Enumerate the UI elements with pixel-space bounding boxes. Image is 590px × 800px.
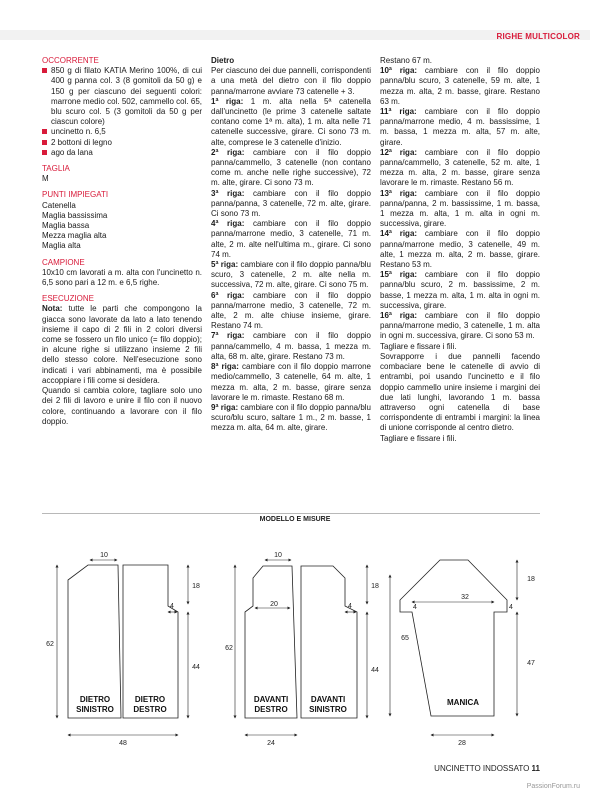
row-label: 12ª riga:: [380, 147, 418, 157]
dietro-height-right: 44: [192, 664, 200, 671]
taglia-heading: TAGLIA: [42, 164, 70, 174]
row-label: 14ª riga:: [380, 229, 418, 239]
manica-width-measure: 28: [458, 740, 466, 747]
label-davanti-sinistro-2: SINISTRO: [309, 705, 347, 714]
row-text: cambiare con il filo doppio panna/marrone medio, 3 catenelle, 49 m. alte, 1 mezza m. alta, 2 m. basse, girare. Restano 53 m.: [380, 229, 540, 270]
row-instruction: [380, 229, 540, 270]
dietro-intro: Per ciascuno dei due pannelli, corrispondenti a una metà del dietro con il filo doppio panna/marrone avviare 73 catenelle + 3.: [211, 66, 371, 96]
row-instruction: [211, 189, 371, 220]
row-instruction: [380, 189, 540, 230]
campione-heading: CAMPIONE: [42, 257, 85, 267]
davanti-mid-measure: 20: [270, 601, 278, 608]
row-instruction: [211, 362, 371, 403]
row-instruction: [380, 270, 540, 311]
occorrente-heading: OCCORRENTE: [42, 56, 99, 65]
stitch-item: Catenella: [42, 200, 76, 210]
row-instruction: [211, 219, 371, 260]
row-label: 8ª riga:: [211, 362, 239, 372]
dietro-armhole-measure: 4: [170, 603, 174, 610]
row-text: cambiare con il filo doppio panna/panna, 2 m. bassissime, 1 m. bassa, 1 mezza m. alta, 1 m. alta in ogni m. successiva, girare.: [380, 188, 540, 229]
list-item: 2 bottoni di legno: [42, 138, 202, 148]
stitch-item: Maglia alta: [42, 241, 81, 251]
row-label: 16ª riga:: [380, 311, 418, 321]
campione-text: 10x10 cm lavorati a m. alta con l'uncinetto n. 6,5 sono pari a 12 m. e 6,5 righe.: [42, 267, 202, 288]
tagliare-text-2: Tagliare e fissare i fili.: [380, 433, 457, 443]
stitch-item: Mezza maglia alta: [42, 231, 107, 241]
label-dietro-destro-2: DESTRO: [133, 705, 167, 714]
row-instruction: [380, 66, 540, 107]
dietro-width-measure: 48: [119, 740, 127, 747]
manica-shape: [400, 560, 507, 716]
tagliare-text: Tagliare e fissare i fili.: [380, 341, 457, 351]
row-text: cambiare con il filo doppio panna/marrone medio, 3 catenelle, 71 m. alte, 2 m. alte nell'ultima m., girare. Ci sono 74 m.: [211, 219, 372, 259]
row-label: 13ª riga:: [380, 188, 418, 198]
davanti-height-left: 62: [225, 645, 233, 652]
row-label: 3ª riga:: [211, 188, 245, 198]
davanti-side-measure: 18: [371, 583, 379, 590]
row-text: cambiare con il filo doppio panna/marrone medio, 3 catenelle, 72 m. alte, 2 m. alte chiuse insieme, girare. Restano 74 m.: [211, 290, 372, 331]
row-instruction: [380, 148, 540, 189]
manica-side-measure: 18: [527, 576, 535, 583]
nota-paragraph: [42, 304, 202, 386]
list-item: 850 g di filato KATIA Merino 100%, di cui 400 g panna col. 3 (8 gomitoli da 50 g) e 150 g per ciascuno dei seguenti colori: marrone medio col. 502, cammello col. 65, blu scuro col. 5 (3 gomitoli da 50 g per ciascun colore): [42, 66, 202, 127]
row-text: cambiare con il filo doppio panna/panna, 3 catenelle, 72 m. alte, girare. Ci sono 73 m.: [211, 188, 372, 219]
stitch-item: Maglia bassa: [42, 221, 90, 231]
row-label: 4ª riga:: [211, 219, 245, 229]
row-text: cambiare con il filo doppio panna/cammello, 3 catenelle (non contano come m. anche nelle righe successive), 72 m. alte, girare. Ci sono 73 m.: [211, 147, 372, 188]
manica-height-right: 47: [527, 660, 535, 667]
section-tag: RIGHE MULTICOLOR: [496, 32, 580, 41]
manica-top-measure: 32: [461, 594, 469, 601]
row-text: 1 m. alta nella 5ª catenella dall'uncinetto (le prime 3 catenelle saltate contano come 1ª m. alta), 1 m. alta nelle 71 catenelle successive, girare. Ci sono 73 m. alte, comprese le 3 catenelle d'inizio.: [211, 96, 372, 147]
row-text: cambiare con il filo doppio panna/blu scuro, 2 m. bassissime, 2 m. basse, 1 mezza m. alta, 1 m. alta in ogni m. successiva, girare.: [380, 270, 540, 310]
dietro-side-measure: 18: [192, 583, 200, 590]
row-label: 1ª riga:: [211, 96, 244, 106]
column-materials: [42, 56, 202, 427]
label-dietro-destro-1: DIETRO: [134, 695, 166, 704]
row-instruction: [211, 97, 371, 148]
row-label: 7ª riga:: [211, 331, 245, 341]
davanti-top-measure: 10: [274, 552, 282, 559]
esecuzione-heading: ESECUZIONE: [42, 294, 95, 304]
diagram-divider: [42, 513, 540, 514]
row-label: 2ª riga:: [211, 147, 245, 157]
row-instruction: [380, 107, 540, 148]
punti-heading: PUNTI IMPIEGATI: [42, 190, 109, 200]
label-manica: MANICA: [447, 698, 479, 707]
row-text: cambiare con il filo doppio marrone medio/cammello, 3 catenelle, 64 m. alte, 1 mezza m. alta, 2 m. basse, girare senza lavorare le m. rimaste. Restano 68 m.: [211, 362, 372, 402]
dietro-height-left: 62: [46, 641, 54, 648]
row-text: cambiare con il filo doppio panna/cammello, 3 catenelle, 52 m. alte, 1 mezza m. alta, 2 m. basse, girare senza lavorare le m. rimaste. Restano 56 m.: [380, 147, 540, 188]
row-label: 15ª riga:: [380, 270, 418, 280]
sovrapporre-text: Sovrapporre i due pannelli facendo combaciare bene le catenelle di avvio di entrambi, poi usando l'uncinetto e il filo doppio cammello unire insieme i margini dei due lati lunghi, lavorando 1 m. bassa attraverso ogni catenella di base corrispondente di entrambi i margini: la linea di unione corrisponde al centro dietro.: [380, 351, 540, 433]
row-text: cambiare con il filo doppio panna/marrone medio, 4 m. bassissime, 1 m. bassa, 1 mezza m. alta, 57 m. alte, girare.: [380, 107, 541, 147]
dietro-top-measure: 10: [100, 552, 108, 559]
row-text: cambiare con il filo doppio panna/blu scuro, 3 catenelle, 2 m. alte nella m. successiva, 72 m. alte, girare. Ci sono 75 m.: [211, 260, 371, 290]
label-davanti-destro-1: DAVANTI: [253, 695, 289, 704]
quando-paragraph: Quando si cambia colore, tagliare solo uno dei 2 fili di lavoro e unire il filo con il nuovo colore, continuando a lavorare con il filo doppio.: [42, 386, 202, 426]
list-item: uncinetto n. 6,5: [42, 127, 202, 137]
pattern-schematic: [0, 525, 590, 760]
row-instruction: [211, 291, 371, 332]
davanti-armhole-measure: 4: [348, 603, 352, 610]
stitch-item: Maglia bassissima: [42, 210, 108, 220]
column-dietro-continued: [380, 56, 540, 444]
row-text: cambiare con il filo doppio panna/marrone medio, 3 catenelle, 1 m. alta in ogni m. successiva, girare. Ci sono 53 m.: [380, 311, 540, 341]
column-dietro: [211, 56, 371, 434]
page-number: 11: [531, 764, 540, 773]
label-davanti-destro-2: DESTRO: [254, 705, 288, 714]
list-item: ago da lana: [42, 148, 202, 158]
watermark: PassionForum.ru: [526, 783, 580, 790]
nota-text: tutte le parti che compongono la giacca sono lavorate da lato a lato tenendo insieme il capo di 2 fili in 2 colori diversi come se fossero un filo unico (= filo doppio); in alcune righe si utilizzano insieme 2 fili dello stesso colore. Nell'esecuzione sono indicati i vari abbinamenti, ma è possibile accoppiare i fili come si desidera.: [42, 304, 202, 385]
row-label: 5ª riga:: [211, 260, 239, 270]
taglia-value: M: [42, 174, 49, 184]
row-instruction: [380, 311, 540, 342]
label-davanti-sinistro-1: DAVANTI: [310, 695, 346, 704]
row-instruction: [211, 331, 371, 362]
manica-armhole-left: 4: [413, 604, 417, 611]
row-label: 9ª riga:: [211, 402, 239, 412]
magazine-name: UNCINETTO INDOSSATO: [434, 764, 530, 773]
restano-text: Restano 67 m.: [380, 56, 433, 65]
page-footer: [434, 764, 540, 773]
manica-height-left: 65: [401, 635, 409, 642]
label-dietro-sinistro-1: DIETRO: [79, 695, 111, 704]
manica-armhole-right: 4: [509, 604, 513, 611]
davanti-width-measure: 24: [267, 740, 275, 747]
top-margin: [0, 0, 590, 30]
nota-label: Nota:: [42, 304, 63, 314]
row-text: cambiare con il filo doppio panna/blu scuro/blu scuro, saltare 1 m., 2 m. basse, 1 mezza m. alta, 64 m. alte, girare.: [211, 402, 371, 433]
row-label: 11ª riga:: [380, 107, 417, 117]
row-instruction: [211, 260, 371, 291]
row-text: cambiare con il filo doppio panna/cammello, 4 m. bassa, 1 mezza m. alta, 68 m. alte, girare. Restano 73 m.: [211, 331, 372, 361]
label-dietro-sinistro-2: SINISTRO: [76, 705, 114, 714]
row-instruction: [211, 148, 371, 189]
davanti-height-right: 44: [371, 667, 379, 674]
row-instruction: [211, 403, 371, 434]
diagram-title: MODELLO E MISURE: [259, 516, 331, 523]
dietro-heading: Dietro: [211, 56, 235, 65]
row-label: 10ª riga:: [380, 66, 418, 76]
row-label: 6ª riga:: [211, 290, 245, 300]
row-text: cambiare con il filo doppio panna/blu scuro, 3 catenelle, 59 m. alte, 1 mezza m. alta, 2 m. basse, girare. Restano 63 m.: [380, 66, 540, 106]
